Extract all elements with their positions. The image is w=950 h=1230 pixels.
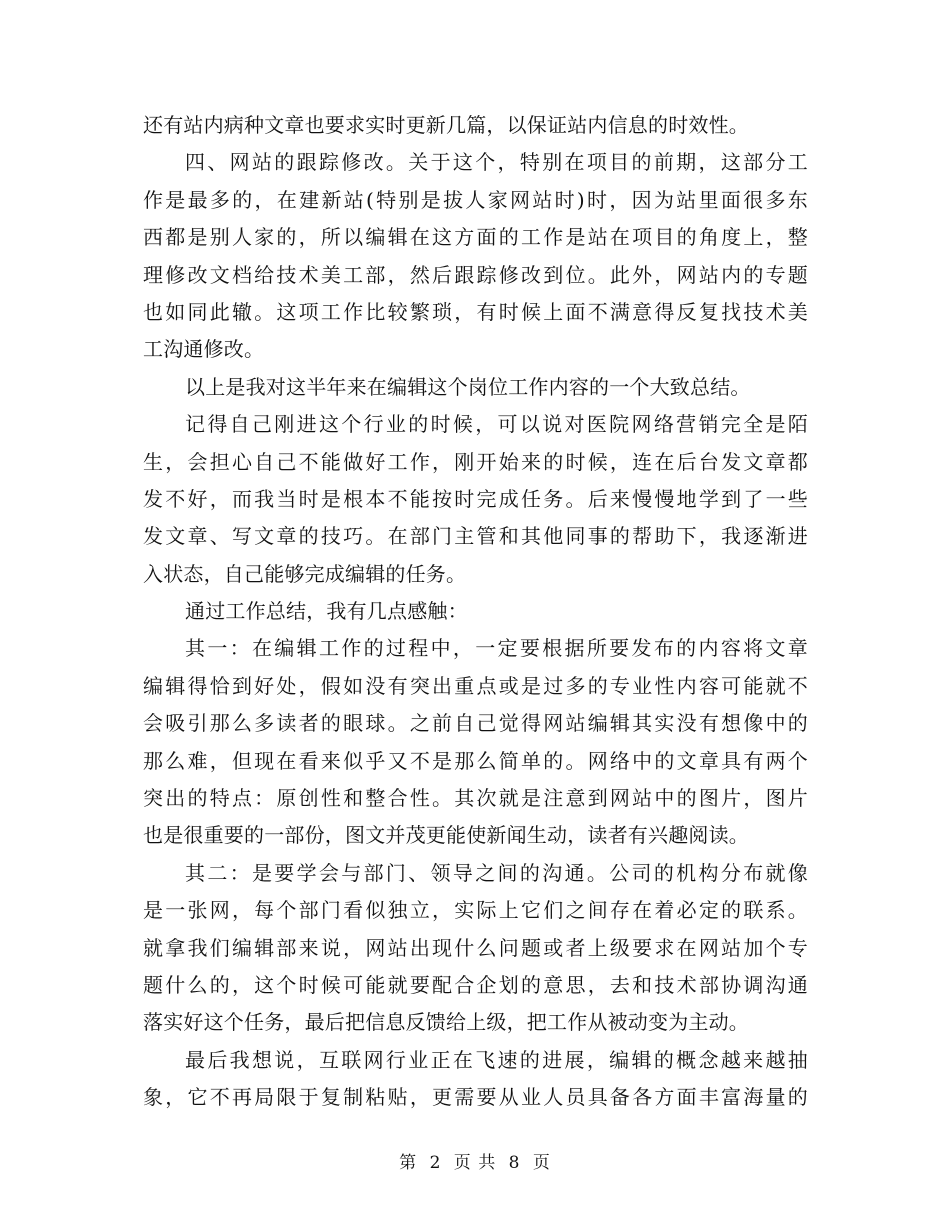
text-line: 落实好这个任务，最后把信息反馈给上级，把工作从被动变为主动。 [143,1010,749,1035]
text-line: 会吸引那么多读者的眼球。之前自己觉得网站编辑其实没有想像中的 [143,711,808,736]
text-line: 四、网站的跟踪修改。关于这个，特别在项目的前期，这部分工 [185,150,808,175]
text-line: 就拿我们编辑部来说，网站出现什么问题或者上级要求在网站加个专 [143,935,808,960]
text-line: 象，它不再局限于复制粘贴，更需要从业人员具备各方面丰富海量的 [143,1085,808,1110]
text-line: 通过工作总结，我有几点感触： [185,599,468,624]
text-line: 生，会担心自己不能做好工作，刚开始来的时候，连在后台发文章都 [143,449,808,474]
footer-prefix: 第 [399,1153,418,1173]
footer-total-pages: 8 [508,1153,521,1173]
text-line: 编辑得恰到好处，假如没有突出重点或是过多的专业性内容可能就不 [143,673,808,698]
text-line: 西都是别人家的，所以编辑在这方面的工作是站在项目的角度上，整 [143,225,808,250]
footer-suffix: 页 [532,1153,551,1173]
text-line: 发文章、写文章的技巧。在部门主管和其他同事的帮助下，我逐渐进 [143,524,808,549]
text-line: 工沟通修改。 [143,337,265,362]
footer-middle: 页 共 [453,1153,497,1173]
text-line: 作是最多的，在建新站(特别是拔人家网站时)时，因为站里面很多东 [143,187,808,212]
text-line: 发不好，而我当时是根本不能按时完成任务。后来慢慢地学到了一些 [143,486,808,511]
text-line: 以上是我对这半年来在编辑这个岗位工作内容的一个大致总结。 [185,374,751,399]
page-footer [0,1148,950,1173]
text-line: 记得自己刚进这个行业的时候，可以说对医院网络营销完全是陌 [185,412,808,437]
text-line: 也如同此辙。这项工作比较繁琐，有时候上面不满意得反复找技术美 [143,299,808,324]
text-line: 其二：是要学会与部门、领导之间的沟通。公司的机构分布就像 [185,860,808,885]
text-line: 是一张网，每个部门看似独立，实际上它们之间存在着必定的联系。 [143,898,808,923]
text-line: 其一：在编辑工作的过程中，一定要根据所要发布的内容将文章 [185,636,808,661]
text-line: 还有站内病种文章也要求实时更新几篇，以保证站内信息的时效性。 [143,113,749,137]
text-line: 题什么的，这个时候可能就要配合企划的意思，去和技术部协调沟通 [143,972,808,997]
document-body [143,107,808,1117]
text-line: 也是很重要的一部份，图文并茂更能使新闻生动，读者有兴趣阅读。 [143,823,749,848]
text-line: 入状态，自己能够完成编辑的任务。 [143,561,467,586]
text-line: 那么难，但现在看来似乎又不是那么简单的。网络中的文章具有两个 [143,748,808,773]
text-line: 突出的特点：原创性和整合性。其次就是注意到网站中的图片，图片 [143,786,808,811]
footer-current-page: 2 [429,1153,442,1173]
text-line: 理修改文档给技术美工部，然后跟踪修改到位。此外，网站内的专题 [143,262,808,287]
text-line: 最后我想说，互联网行业正在飞速的进展，编辑的概念越来越抽 [185,1047,808,1072]
